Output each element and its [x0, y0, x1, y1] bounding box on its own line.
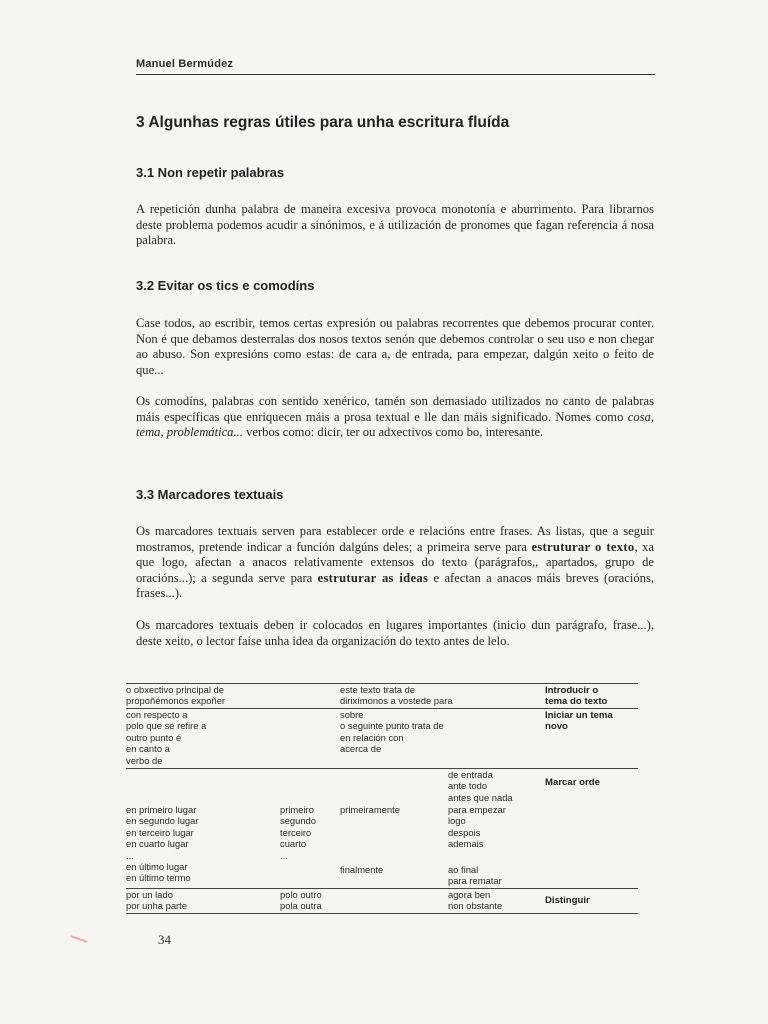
row3-col3-start	[340, 804, 400, 815]
row4-function-label	[545, 895, 590, 906]
section-title: 3 Algunhas regras útiles para unha escritura fluída	[136, 114, 510, 131]
row1-col3	[340, 684, 453, 707]
table-cell-text: acerca de	[340, 743, 382, 755]
table-cell-text: segundo	[280, 815, 316, 827]
row3-col2	[280, 804, 316, 861]
row2-function-label	[545, 710, 613, 733]
row4-col2	[280, 889, 322, 912]
table-label-text: Iniciar un tema	[545, 710, 613, 721]
row3-function-label	[545, 777, 600, 788]
table-cell-text: ...	[280, 849, 288, 861]
table-cell-text: propoñémonos expoñer	[126, 695, 226, 707]
comodins-italic: cosa, tema, problemática...	[136, 409, 654, 440]
table-cell-text: pola outra	[280, 900, 322, 912]
subsection-title-3: 3.3 Marcadores textuais	[136, 487, 284, 502]
table-cell-text: o obxectivo principal de	[126, 684, 224, 695]
running-head-author: Manuel Bermúdez	[136, 58, 234, 70]
row1-function-label	[545, 685, 607, 708]
table-cell-text: cuarto	[280, 838, 307, 850]
row1-col1	[126, 684, 225, 707]
table-cell-text: en último termo	[126, 872, 191, 884]
row3-col4-end	[448, 864, 502, 887]
markers-table	[126, 683, 638, 915]
table-label-text: Introducir o	[545, 685, 599, 696]
table-cell-text: por un lado	[126, 889, 173, 900]
table-cell-text: dirixímonos a vostede para	[340, 695, 453, 707]
table-cell-text: para empezar	[448, 804, 506, 815]
header-rule	[136, 74, 655, 75]
table-cell-text: despois	[448, 826, 481, 838]
table-cell-text: o seguinte punto trata de	[340, 720, 444, 732]
table-rule-2	[126, 768, 638, 769]
marcadores-bold-2: estruturar as ideas	[317, 570, 429, 585]
row2-col3	[340, 709, 444, 755]
paragraph-tics: Case todos, ao escribir, temos certas expresión ou palabras recorrentes que debemos procurar conter. Non é que debamos desterralas dos nosos textos senón que debemos controlar o seu uso e non chegar ao abuso. Son expresións como estas: de cara a, de entrada, para empezar, dalgún xeito o feito de que...	[136, 316, 654, 377]
marcadores-text-b: , xa que logo, afectan a anacos relativamente extensos do texto (parágrafos,, apartados, grupo de oracións...); a segunda serve para	[136, 539, 654, 585]
table-cell-text: para rematar	[448, 875, 502, 887]
row2-col1	[126, 709, 206, 766]
table-cell-text: en canto a	[126, 743, 170, 755]
table-cell-text: polo outro	[280, 889, 322, 900]
marcadores-bold-1: estruturar o texto	[531, 539, 635, 554]
paragraph-marcadores	[136, 524, 654, 602]
marcadores-text-c: e afectan a anacos máis breves (oracións, frases...).	[136, 570, 654, 601]
table-label-text: Marcar orde	[545, 777, 600, 788]
comodins-text-b: verbos como: dicir, ter ou adxectivos como bo, interesante.	[242, 425, 544, 440]
marcadores-text-a: Os marcadores textuais serven para establecer orde e relacións entre frases. As listas, que a seguir mostramos, pretende indicar a función dalgúns deles; a primeira serve para	[136, 524, 654, 554]
table-rule-3	[126, 888, 638, 889]
subsection-title-1: 3.1 Non repetir palabras	[136, 165, 285, 180]
table-cell-text: en relación con	[340, 731, 404, 743]
paper-mark	[70, 935, 88, 943]
table-cell-text: con respecto a	[126, 709, 188, 720]
paragraph-colocacion: Os marcadores textuais deben ir colocados en lugares importantes (inicio dun parágrafo, frase...), deste xeito, o lector faise unha idea da organización do texto antes de lelo.	[136, 618, 654, 648]
table-cell-text: terceiro	[280, 826, 312, 838]
row3-col4	[448, 804, 506, 850]
row4-col1	[126, 889, 187, 912]
table-cell-text: primeiramente	[340, 804, 400, 815]
table-cell-text: agora ben	[448, 889, 491, 900]
table-cell-text: en último lugar	[126, 861, 188, 873]
table-label-text: tema do texto	[545, 696, 608, 708]
subsection-title-2: 3.2 Evitar os tics e comodíns	[136, 278, 315, 293]
row3-col4-top	[448, 769, 513, 803]
table-cell-text: ...	[126, 849, 134, 861]
table-cell-text: antes que nada	[448, 791, 513, 803]
table-cell-text: primeiro	[280, 804, 314, 815]
table-cell-text: finalmente	[340, 864, 384, 875]
table-cell-text: en cuarto lugar	[126, 838, 189, 850]
table-cell-text: por unha parte	[126, 900, 187, 912]
table-cell-text: ante todo	[448, 780, 488, 792]
page-number: 34	[158, 932, 171, 947]
row3-col1	[126, 804, 198, 884]
table-cell-text: polo que se refire a	[126, 720, 207, 732]
table-cell-text: de entrada	[448, 769, 493, 780]
table-cell-text: verbo de	[126, 754, 163, 766]
table-cell-text: ao final	[448, 864, 479, 875]
table-rule-bottom	[126, 913, 638, 914]
table-cell-text: non obstante	[448, 900, 503, 912]
row4-col4	[448, 889, 502, 912]
table-cell-text: ademais	[448, 838, 484, 850]
table-cell-text: logo	[448, 815, 466, 827]
table-cell-text: sobre	[340, 709, 364, 720]
table-label-text: Distinguir	[545, 895, 590, 906]
table-cell-text: en terceiro lugar	[126, 826, 194, 838]
table-cell-text: outro punto é	[126, 731, 182, 743]
table-label-text: novo	[545, 721, 568, 733]
table-cell-text: este texto trata de	[340, 684, 416, 695]
paragraph-comodins	[136, 394, 654, 441]
paragraph-repetition: A repetición dunha palabra de maneira excesiva provoca monotonía e aburrimento. Para librarnos deste problema podemos acudir a sinónimos, e á utilización de pronomes que fagan referencia á nosa palabra.	[136, 202, 654, 248]
row3-col3-end	[340, 864, 383, 875]
comodins-text-a: Os comodíns, palabras con sentido xenérico, tamén son demasiado utilizados no canto de palabras máis específicas que enriquecen máis a prosa textual e lle dan máis significado. Nomes como	[136, 394, 654, 424]
table-cell-text: en primeiro lugar	[126, 804, 197, 815]
table-cell-text: en segundo lugar	[126, 815, 199, 827]
